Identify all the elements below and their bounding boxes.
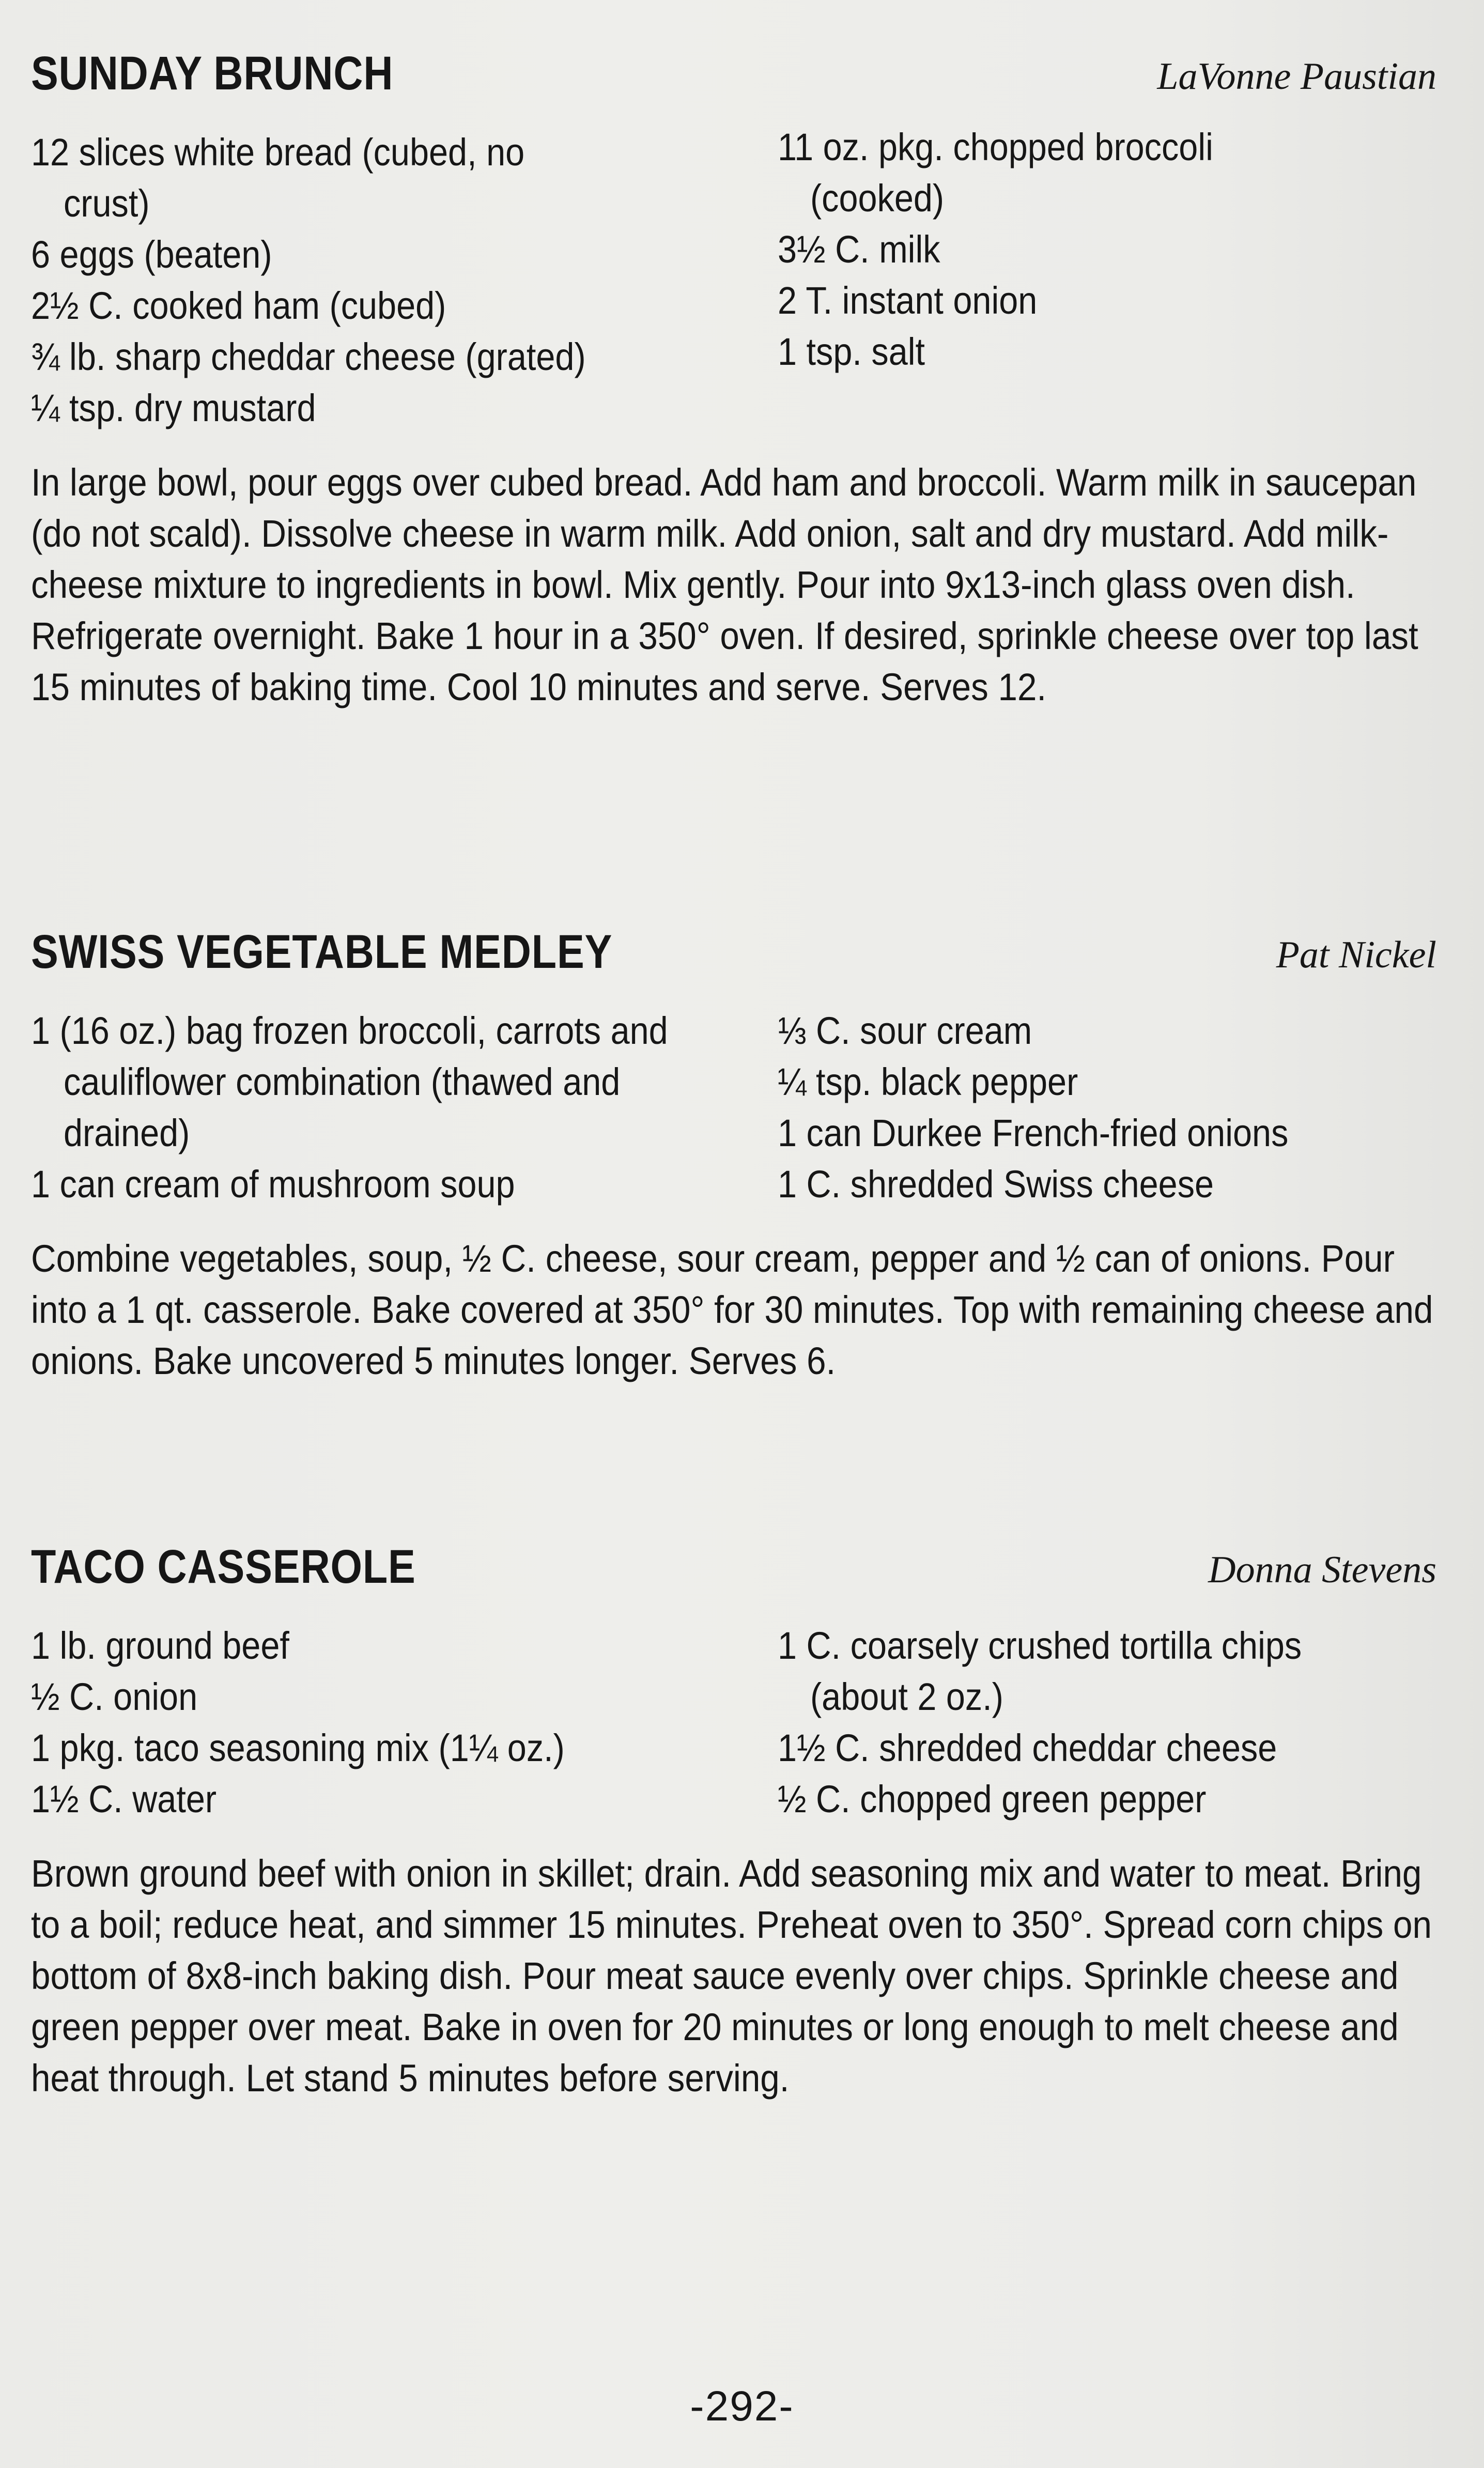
ingredient-item: ½ C. chopped green pepper <box>778 1778 1207 1821</box>
ingredient-item: 1 C. coarsely crushed tortilla chips (about 2 oz.) <box>778 1624 1302 1718</box>
recipe-header <box>31 1532 1436 1594</box>
ingredient-item: ¾ lb. sharp cheddar cheese (grated) <box>31 335 586 378</box>
recipe-swiss-vegetable-medley <box>31 917 1436 1386</box>
ingredient-item: 1½ C. shredded cheddar cheese <box>778 1726 1277 1769</box>
ingredient-column-right <box>778 121 1371 434</box>
recipe-directions <box>31 457 1437 713</box>
recipe-title: SWISS VEGETABLE MEDLEY <box>31 926 613 978</box>
ingredient-item: 1 C. shredded Swiss cheese <box>778 1163 1214 1206</box>
recipe-header <box>31 917 1436 979</box>
ingredient-item: 1½ C. water <box>31 1778 217 1821</box>
recipe-sunday-brunch <box>31 39 1436 713</box>
ingredient-item: 1 can Durkee French-fried onions <box>778 1112 1289 1154</box>
ingredient-column-left <box>31 1005 703 1210</box>
directions-text: Combine vegetables, soup, ½ C. cheese, sour cream, pepper and ½ can of onions. Pour into a 1 qt. casserole. Bake covered at 350° for 30 minutes. Top with remaining cheese and onions. Bake uncovered 5 minutes longer. Serves 6. <box>31 1237 1433 1382</box>
ingredient-column-left <box>31 1620 703 1825</box>
ingredient-item: 2½ C. cooked ham (cubed) <box>31 284 446 327</box>
ingredient-item: 1 tsp. salt <box>778 330 925 373</box>
recipe-directions <box>31 1848 1437 2104</box>
ingredient-column-right <box>778 1005 1371 1210</box>
ingredient-item: ½ C. onion <box>31 1675 198 1718</box>
recipe-taco-casserole <box>31 1532 1436 2104</box>
ingredient-list <box>31 1005 1436 1210</box>
ingredient-list <box>31 127 1436 434</box>
ingredient-item: 6 eggs (beaten) <box>31 233 272 276</box>
ingredient-column-left <box>31 127 703 434</box>
ingredient-item: ¼ tsp. black pepper <box>778 1060 1078 1103</box>
ingredient-item: 11 oz. pkg. chopped broccoli (cooked) <box>778 126 1213 220</box>
recipe-header <box>31 39 1436 101</box>
ingredient-item: 1 can cream of mushroom soup <box>31 1163 515 1206</box>
page-number: -292- <box>690 2383 794 2430</box>
ingredient-item: 12 slices white bread (cubed, no crust) <box>31 131 525 225</box>
ingredient-item: 1 pkg. taco seasoning mix (1¼ oz.) <box>31 1726 565 1769</box>
recipe-title: TACO CASSEROLE <box>31 1540 416 1593</box>
recipe-title: SUNDAY BRUNCH <box>31 47 394 100</box>
directions-text: In large bowl, pour eggs over cubed bread. Add ham and broccoli. Warm milk in saucepan (do not scald). Dissolve cheese in warm milk. Add onion, salt and dry mustard. Add milk-cheese mixture to ingredients in bowl. Mix gently. Pour into 9x13-inch glass oven dish. Refrigerate overnight. Bake 1 hour in a 350° oven. If desired, sprinkle cheese over top last 15 minutes of baking time. Cool 10 minutes and serve. Serves 12. <box>31 461 1418 708</box>
ingredient-item: ¼ tsp. dry mustard <box>31 387 316 429</box>
directions-text: Brown ground beef with onion in skillet; drain. Add seasoning mix and water to meat. Bring to a boil; reduce heat, and simmer 15 minutes. Preheat oven to 350°. Spread corn chips on bottom of 8x8-inch baking dish. Pour meat sauce evenly over chips. Sprinkle cheese and green pepper over meat. Bake in oven for 20 minutes or long enough to melt cheese and heat through. Let stand 5 minutes before serving. <box>31 1852 1432 2100</box>
recipe-author: Donna Stevens <box>1208 1549 1436 1591</box>
recipe-directions <box>31 1233 1437 1386</box>
ingredient-item: 1 (16 oz.) bag frozen broccoli, carrots and cauliflower combination (thawed and drained) <box>31 1009 668 1154</box>
ingredient-item: 2 T. instant onion <box>778 279 1038 322</box>
ingredient-item: 1 lb. ground beef <box>31 1624 289 1667</box>
ingredient-item: ⅓ C. sour cream <box>778 1009 1032 1052</box>
ingredient-list <box>31 1620 1436 1825</box>
ingredient-column-right <box>778 1620 1371 1825</box>
recipe-author: LaVonne Paustian <box>1157 55 1436 98</box>
ingredient-item: 3½ C. milk <box>778 228 940 271</box>
recipe-author: Pat Nickel <box>1276 934 1436 976</box>
